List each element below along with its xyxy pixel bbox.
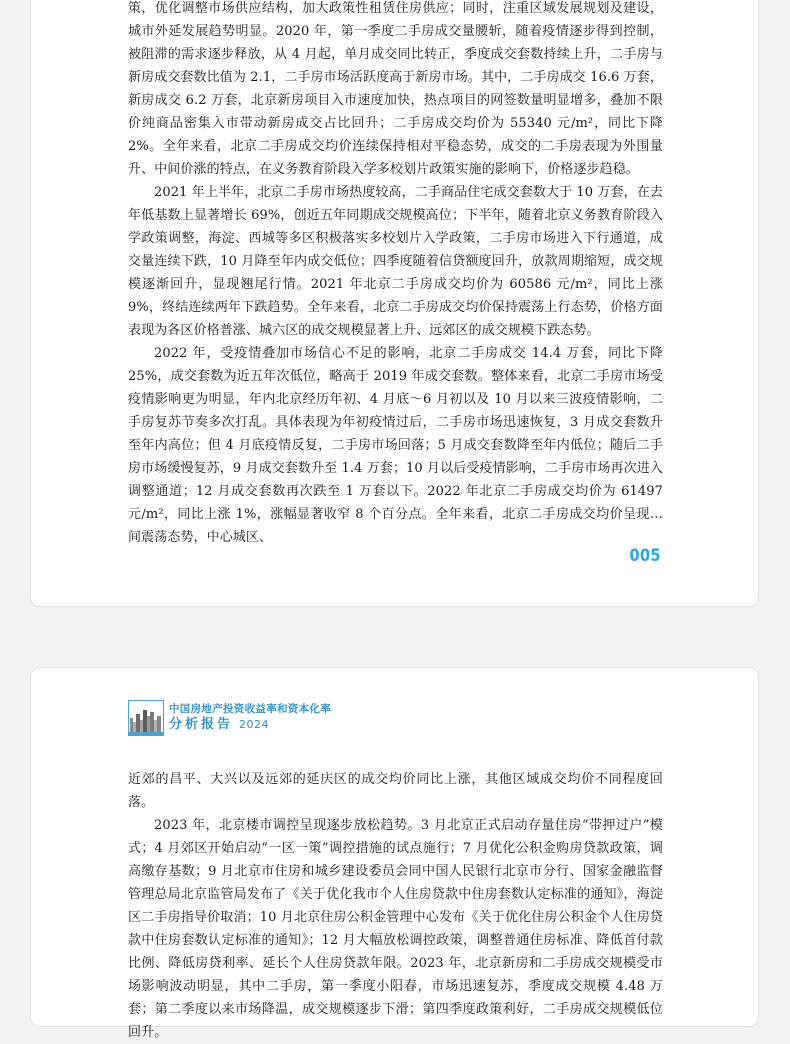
paragraph-2021: 2021 年上半年，北京二手房市场热度较高，二手商品住宅成交套数大于 10 万套，在去年低基数上显著增长 69%，创近五年同期成交规模高位；下半年，随着北京义务教育阶段入学政策调整，海淀、西城等多区积极落实多校划片入学政策，二手房市场进入下行通道，成交量连续下跌，10 月降至年内成交低位；四季度随着信贷额度回升，放款周期缩短，成交规模逐渐回升，显现翘尾行情。2021 年北京二手房成交均价为 60586 元/m²，同比上涨 9%，终结连续两年下跌趋势。全年来看，北京二手房成交均价保持震荡上行态势，价格方面表现为各区价格普涨、城六区的成交规模显著上升、远郊区的成交规模下跌态势。 [128, 185, 663, 338]
body-text [128, 768, 663, 1044]
page-005 [30, 0, 759, 607]
report-title: 中国房地产投资收益率和资本化率 [169, 703, 331, 715]
report-series: 分析报告 [169, 717, 234, 732]
body-text [128, 0, 663, 545]
paragraph-2020: 策，优化调整市场供应结构，加大政策性租赁住房供应；同时，注重区域发展规划及建设，城市外延发展趋势明显。2020 年，第一季度二手房成交量腰斩，随着疫情逐步得到控制，被阻滞的需求逐步释放，从 4 月起，单月成交同比转正，季度成交套数持续上升，二手房与新房成交套数比值为 2.1，二手房市场活跃度高于新房市场。其中，二手房成交 16.6 万套，新房成交 6.2 万套，北京新房项目入市速度加快，热点项目的网签数量明显增多，叠加不限价纯商品密集入市带动新房成交占比回升；二手房成交均价为 55340 元/m²，同比下降 2%。全年来看，北京二手房成交均价连续保持相对平稳态势，成交的二手房表现为外围量升、中间价涨的特点，在义务教育阶段入学多校划片政策实施的影响下，价格逐步趋稳。 [128, 1, 663, 177]
page-006 [30, 667, 759, 1040]
running-header [128, 698, 331, 738]
paragraph-continued: 近郊的昌平、大兴以及远郊的延庆区的成交均价同比上涨，其他区域成交均价不同程度回落。 [128, 772, 663, 810]
report-year: 2024 [239, 718, 270, 731]
paragraph-2023: 2023 年，北京楼市调控呈现逐步放松趋势。3 月北京正式启动存量住房“带押过户”模式；4 月郊区开始启动“一区一策”调控措施的试点施行；7 月优化公积金购房贷款政策，调高缴存基数；9 月北京市住房和城乡建设委员会同中国人民银行北京市分行、国家金融监督管理总局北京监管局发布了《关于优化我市个人住房贷款中住房套数认定标准的通知》，海淀区二手房指导价取消；10 月北京住房公积金管理中心发布《关于优化住房公积金个人住房贷款中住房套数认定标准的通知》；12 月大幅放松调控政策，调整普通住房标准、降低首付款比例、降低房贷利率、延长个人住房贷款年限。2023 年，北京新房和二手房成交规模受市场影响波动明显，其中二手房，第一季度小阳春，市场迅速复苏，季度成交规模 4.48 万套；第二季度以来市场降温，成交规模逐步下滑；第四季度政策利好，二手房成交规模低位回升。 [128, 818, 663, 1040]
header-titles [169, 702, 331, 734]
report-subtitle [169, 716, 331, 734]
city-skyline-icon [128, 700, 164, 736]
page-number: 005 [629, 546, 661, 566]
paragraph-2022: 2022 年，受疫情叠加市场信心不足的影响，北京二手房成交 14.4 万套，同比下降 25%，成交套数为近五年次低位，略高于 2019 年成交套数。整体来看，北京二手房市场受疫情影响更为明显，年内北京经历年初、4 月底～6 月初以及 10 月以来三波疫情影响，二手房复苏节奏多次打乱。具体表现为年初疫情过后，二手房市场迅速恢复，3 月成交套数升至年内高位；但 4 月底疫情反复，二手房市场回落；5 月成交套数降至年内低位；随后二手房市场缓慢复苏，9 月成交套数升至 1.4 万套；10 月以后受疫情影响，二手房市场再次进入调整通道；12 月成交套数再次跌至 1 万套以下。2022 年北京二手房成交均价为 61497 元/m²，同比上涨 1%，涨幅显著收窄 8 个百分点。全年来看，北京二手房成交均价呈现区间震荡态势，中心城区、 [128, 346, 663, 545]
